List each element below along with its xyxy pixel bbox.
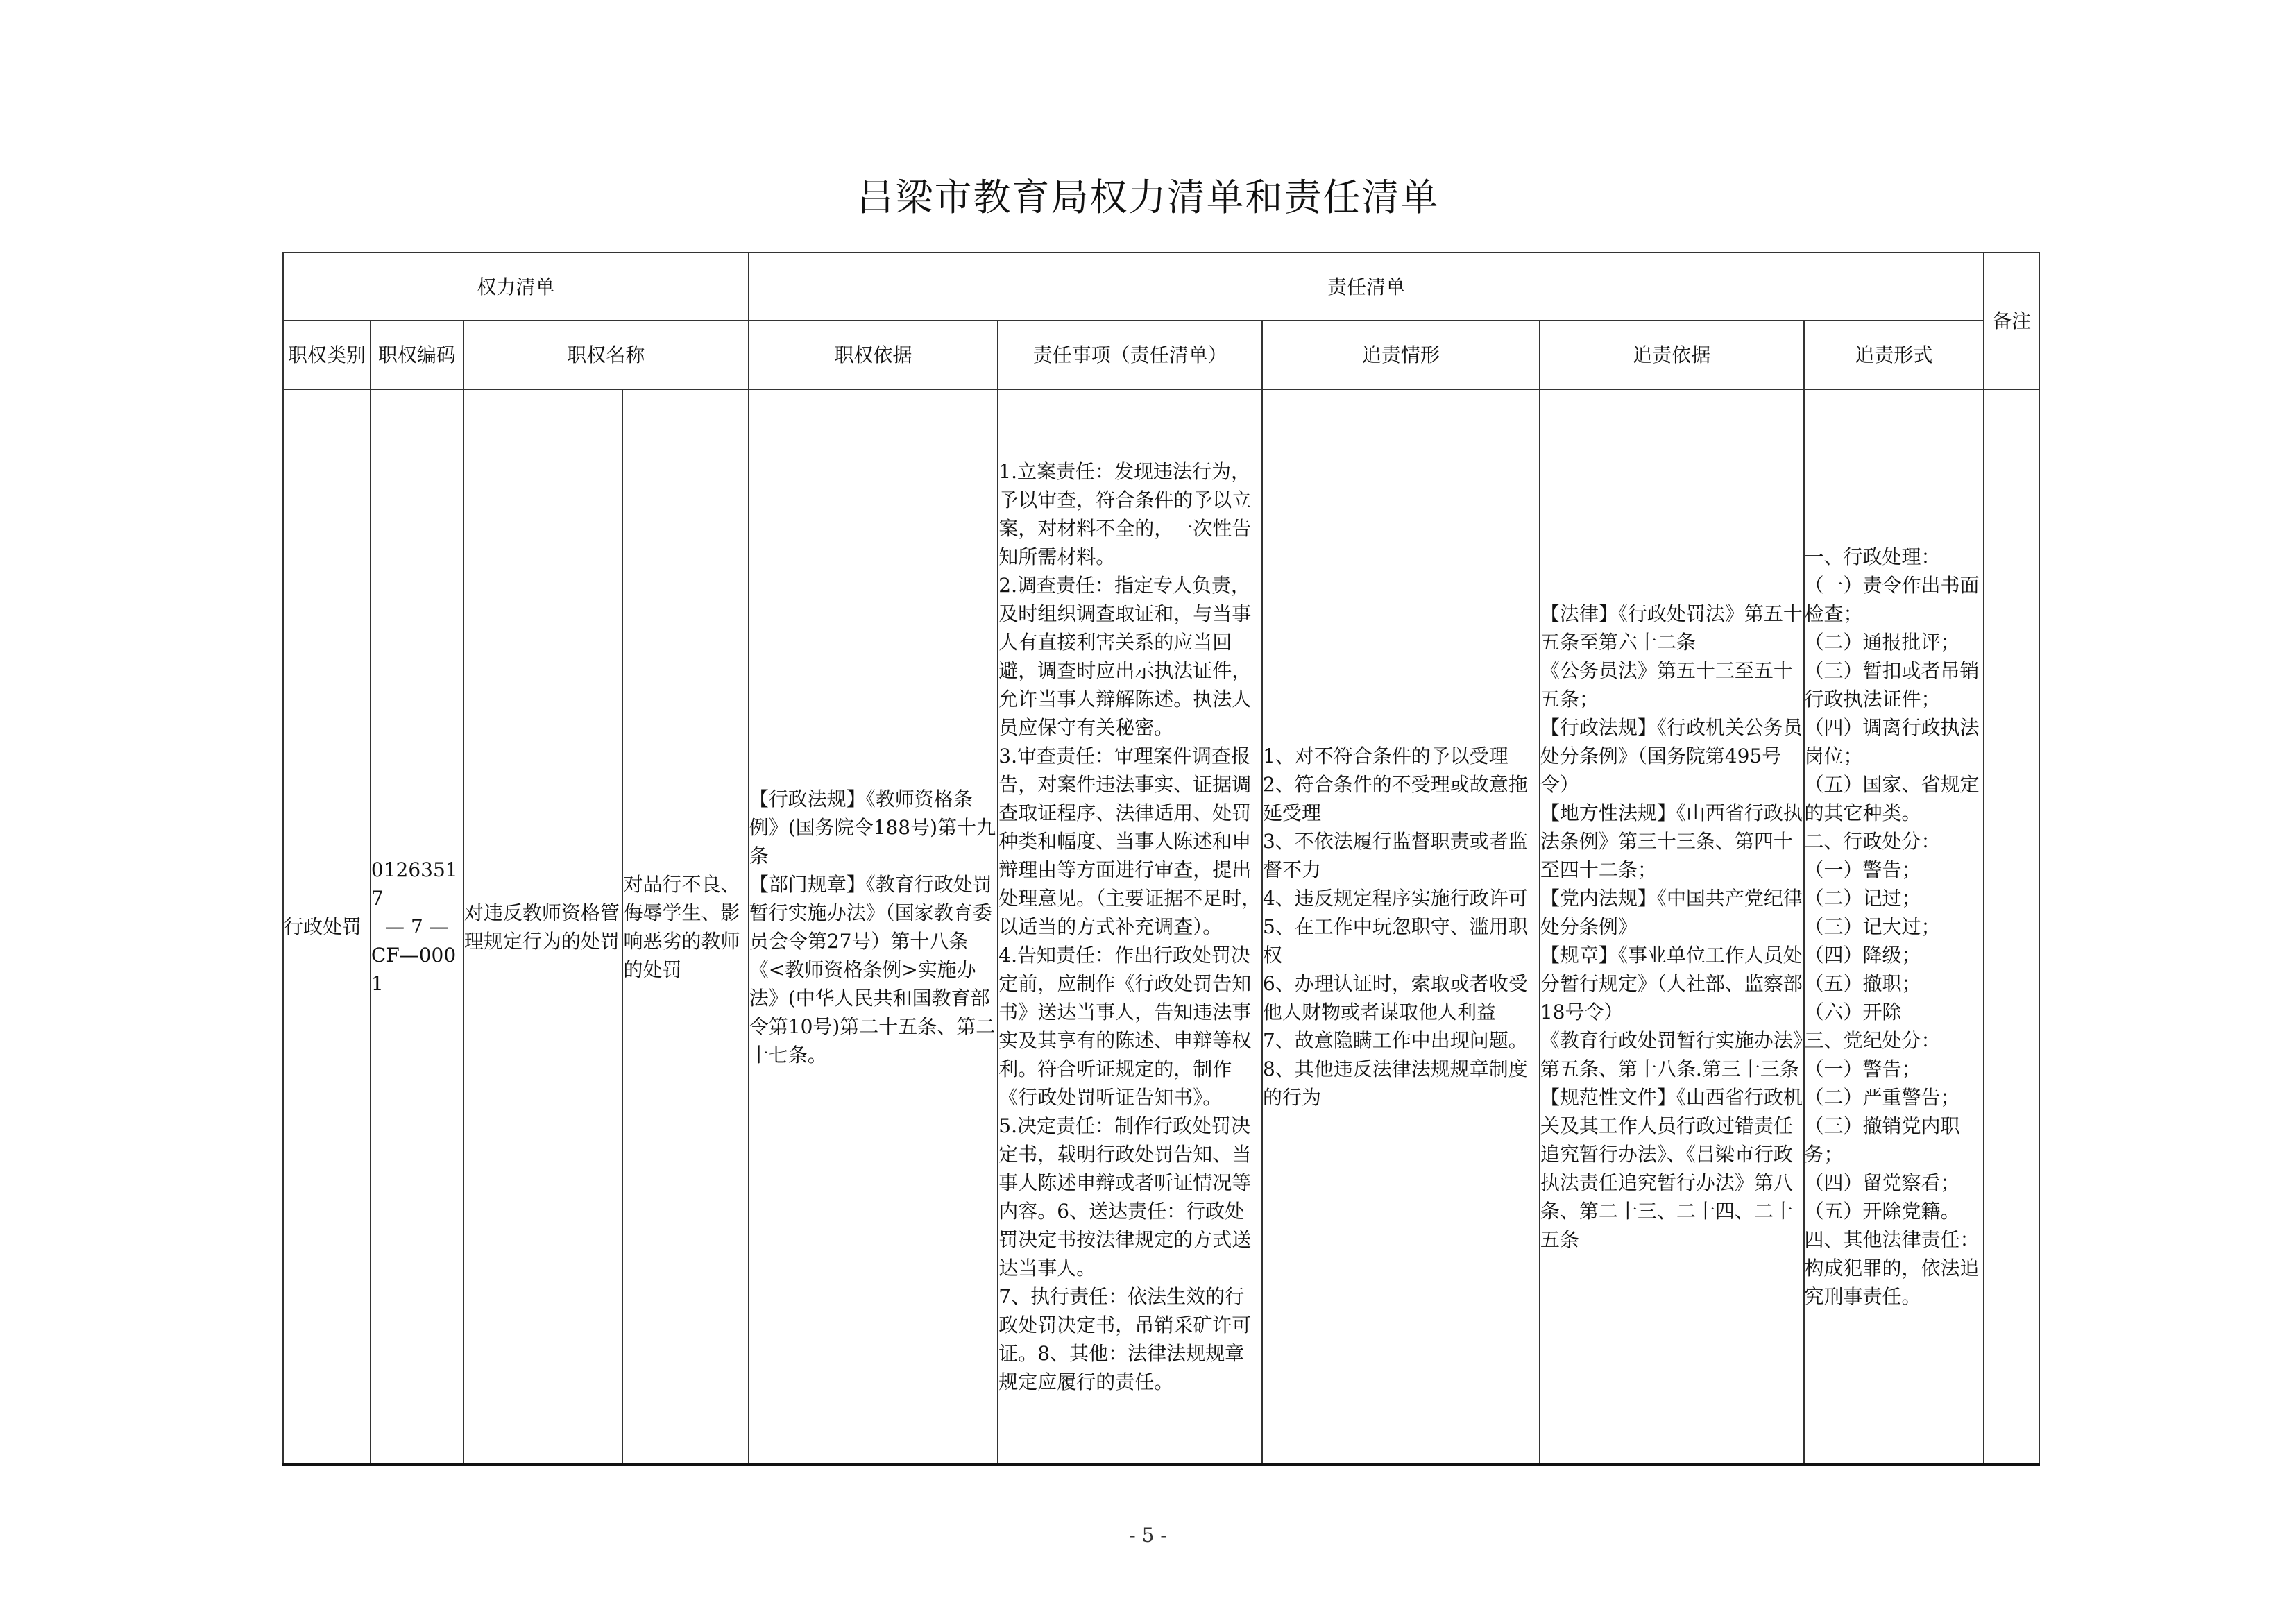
- form-line: （三）暂扣或者吊销行政执法证件；: [1804, 659, 1980, 711]
- power-name-cell: 对违反教师资格管理规定行为的处罚: [464, 389, 623, 1465]
- remarks-cell: [1984, 389, 2039, 1465]
- duty-items-cell: [998, 389, 1262, 1465]
- power-list-header: 权力清单: [283, 253, 749, 321]
- form-line: 三、党纪处分：: [1804, 1029, 1941, 1052]
- form-line: （五）开除党籍。: [1804, 1200, 1960, 1223]
- form-line: （一）警告；: [1804, 1057, 1921, 1080]
- situation-line: 8、其他违反法律法规规章制度的行为: [1262, 1057, 1528, 1109]
- situation-line: 6、办理认证时，索取或者收受他人财物或者谋取他人利益: [1262, 972, 1528, 1023]
- category-header: 职权类别: [283, 321, 371, 389]
- power-responsibility-table: [282, 252, 2040, 1466]
- form-line: （三）记大过；: [1804, 915, 1941, 938]
- form-line: 四、其他法律责任：构成犯罪的，依法追究刑事责任。: [1804, 1228, 1980, 1308]
- form-line: （四）调离行政执法岗位；: [1804, 716, 1980, 767]
- acc-basis-line: 【地方性法规】《山西省行政执法条例》第三十三条、第四十至四十二条；: [1540, 801, 1803, 881]
- form-line: 一、行政处理：: [1804, 545, 1941, 568]
- accountability-basis-cell: [1540, 389, 1804, 1465]
- code-header: 职权编码: [371, 321, 464, 389]
- power-subname-cell: 对品行不良、侮辱学生、影响恶劣的教师的处罚: [622, 389, 748, 1465]
- duty-line: 1.立案责任：发现违法行为，予以审查，符合条件的予以立案，对材料不全的，一次性告知所需材料。: [998, 460, 1252, 568]
- form-line: 二、行政处分：: [1804, 830, 1941, 853]
- situation-line: 1、对不符合条件的予以受理: [1262, 745, 1508, 767]
- situation-line: 5、在工作中玩忽职守、滥用职权: [1262, 915, 1528, 967]
- form-line: （四）留党察看；: [1804, 1171, 1960, 1194]
- duty-items-header: 责任事项（责任清单）: [998, 321, 1262, 389]
- basis-header: 职权依据: [749, 321, 998, 389]
- acc-basis-line: 《教育行政处罚暂行实施办法》第五条、第十八条.第三十三条: [1540, 1029, 1803, 1080]
- accountability-basis-header: 追责依据: [1540, 321, 1804, 389]
- situation-line: 2、符合条件的不受理或故意拖延受理: [1262, 773, 1528, 824]
- form-line: （五）撤职；: [1804, 972, 1921, 995]
- code-cell: [371, 389, 464, 1465]
- form-line: （六）开除: [1804, 1001, 1902, 1023]
- acc-basis-line: 【行政法规】《行政机关公务员处分条例》（国务院第495号令）: [1540, 716, 1803, 796]
- acc-basis-line: 【规章】《事业单位工作人员处分暂行规定》（人社部、监察部18号令）: [1540, 944, 1803, 1023]
- duty-line: 3.审查责任：审理案件调查报告，对案件违法事实、证据调查取证程序、法律适用、处罚种类和幅度、当事人陈述和申辩理由等方面进行审查，提出处理意见。（主要证据不足时，以适当的方式补充调查）。: [998, 745, 1261, 938]
- acc-basis-line: 【党内法规】《中国共产党纪律处分条例》: [1540, 887, 1803, 938]
- duty-line: 2.调查责任：指定专人负责，及时组织调查取证和，与当事人有直接利害关系的应当回避，调查时应出示执法证件，允许当事人辩解陈述。执法人员应保守有关秘密。: [998, 574, 1252, 739]
- duty-line: 4.告知责任：作出行政处罚决定前，应制作《行政处罚告知书》送达当事人，告知违法事实及其享有的陈述、申辩等权利。符合听证规定的，制作《行政处罚听证告知书》。: [998, 944, 1252, 1109]
- situation-line: 7、故意隐瞒工作中出现问题。: [1262, 1029, 1528, 1052]
- duty-line: 7、执行责任：依法生效的行政处罚决定书，吊销采矿许可证。8、其他：法律法规规章规定应履行的责任。: [998, 1285, 1252, 1393]
- page-number: - 5 -: [1129, 1524, 1167, 1547]
- form-line: （五）国家、省规定的其它种类。: [1804, 773, 1980, 824]
- remarks-header: 备注: [1984, 253, 2039, 389]
- acc-basis-line: 【法律】《行政处罚法》第五十五条至第六十二条: [1540, 602, 1803, 654]
- acc-basis-line: 《公务员法》第五十三至五十五条；: [1540, 659, 1793, 711]
- form-line: （四）降级；: [1804, 944, 1921, 967]
- form-line: （一）责令作出书面检查；: [1804, 574, 1980, 625]
- code-line: 01263517: [371, 858, 458, 910]
- situation-line: 3、不依法履行监督职责或者监督不力: [1262, 830, 1528, 881]
- code-line: — 7 —: [385, 915, 449, 938]
- name-header: 职权名称: [464, 321, 749, 389]
- accountability-forms-cell: [1804, 389, 1984, 1465]
- accountability-situations-header: 追责情形: [1262, 321, 1540, 389]
- situation-line: 4、违反规定程序实施行政许可: [1262, 887, 1528, 910]
- form-line: （三）撤销党内职务；: [1804, 1114, 1960, 1166]
- table-row: [283, 389, 2039, 1465]
- basis-line: 【部门规章】《教育行政处罚暂行实施办法》（国家教育委员会令第27号）第十八条: [749, 872, 992, 953]
- form-line: （二）严重警告；: [1804, 1086, 1960, 1109]
- category-cell: 行政处罚: [283, 389, 371, 1465]
- form-line: （二）通报批评；: [1804, 631, 1960, 654]
- basis-line: 《<教师资格条例>实施办法》(中华人民共和国教育部令第10号)第二十五条、第二十七条。: [749, 958, 996, 1067]
- form-line: （一）警告；: [1804, 858, 1921, 881]
- acc-basis-line: 【规范性文件】《山西省行政机关及其工作人员行政过错责任追究暂行办法》、《吕梁市行政执法责任追究暂行办法》第八条、第二十三、二十四、二十五条: [1540, 1086, 1803, 1251]
- basis-line: 【行政法规】《教师资格条例》(国务院令188号)第十九条: [749, 787, 996, 867]
- page-title: 吕梁市教育局权力清单和责任清单: [856, 176, 1440, 219]
- duty-line: 5.决定责任：制作行政处罚决定书，载明行政处罚告知、当事人陈述申辩或者听证情况等内容。6、送达责任：行政处罚决定书按法律规定的方式送达当事人。: [998, 1114, 1252, 1280]
- code-line: CF—0001: [371, 944, 457, 995]
- accountability-forms-header: 追责形式: [1804, 321, 1984, 389]
- power-basis-cell: [749, 389, 998, 1465]
- form-line: （二）记过；: [1804, 887, 1921, 910]
- responsibility-list-header: 责任清单: [749, 253, 1984, 321]
- accountability-situations-cell: [1262, 389, 1540, 1465]
